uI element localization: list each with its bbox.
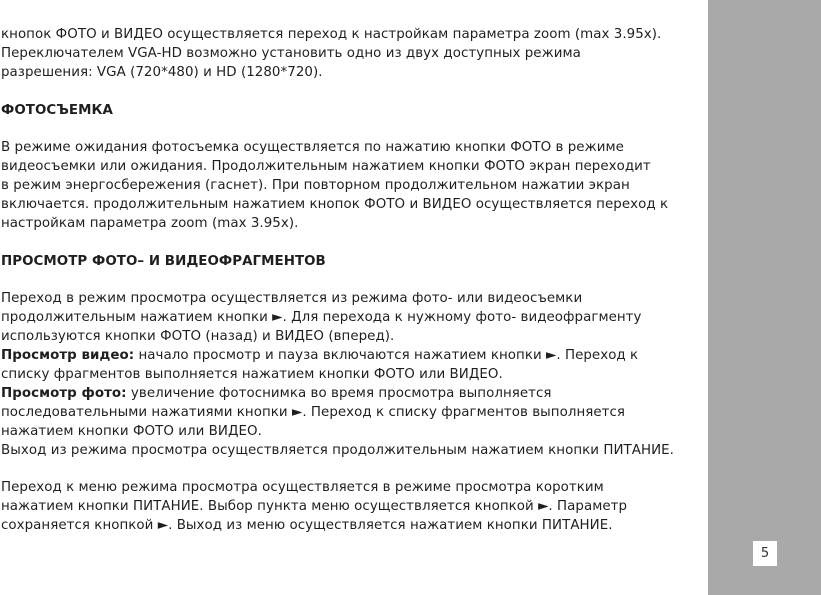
video-view-line [1,347,705,366]
text-line: последовательными нажатиями кнопки ►. Переход к списку фрагментов выполняется [1,404,626,420]
text-line: разрешения: VGA (720*480) и HD (1280*720). [1,64,323,80]
photo-view-line [1,385,705,404]
text-line: Выход из режима просмотра осуществляется продолжительным нажатием кнопки ПИТАНИЕ. [1,442,674,458]
text-line: кнопок ФОТО и ВИДЕО осуществляется переход к настройкам параметра zoom (max 3.95x). [1,27,662,42]
text-line: нажатием кнопки ПИТАНИЕ. Выбор пункта меню осуществляется кнопкой ►. Параметр [1,499,628,515]
text-line: используются кнопки ФОТО (назад) и ВИДЕО (вперед). [1,329,395,345]
text-line: Переход к меню режима просмотра осуществляется в режиме просмотра коротким [1,480,604,496]
text-line: в режим энергосбережения (гаснет). При повторном продолжительном нажатии экран [1,178,630,194]
text-line: списку фрагментов выполняется нажатием кнопки ФОТО или ВИДЕО. [1,367,503,383]
text-line: В режиме ожидания фотосъемка осуществляется по нажатию кнопки ФОТО в режиме [1,140,624,156]
text-line: продолжительным нажатием кнопки ►. Для перехода к нужному фото- видеофрагменту [1,310,642,326]
video-view-label: Просмотр видео: [1,348,135,364]
side-margin-bar [708,0,821,595]
text-line: Переключателем VGA-HD возможно установить одно из двух доступных режима [1,45,581,61]
video-view-text: начало просмотр и пауза включаются нажатием кнопки ►. Переход к [134,348,639,364]
section-heading-photo: ФОТОСЪЕМКА [1,102,113,118]
text-line: сохраняется кнопкой ►. Выход из меню осуществляется нажатием кнопки ПИТАНИЕ. [1,518,613,534]
text-line: включается. продолжительным нажатием кнопок ФОТО и ВИДЕО осуществляется переход к [1,197,669,213]
text-line: нажатием кнопки ФОТО или ВИДЕО. [1,423,262,439]
photo-view-label: Просмотр фото: [1,385,127,401]
text-line: настройкам параметра zoom (max 3.95x). [1,215,299,231]
text-line: Переход в режим просмотра осуществляется из режима фото- или видеосъемки [1,291,583,307]
section-heading-view: ПРОСМОТР ФОТО– И ВИДЕОФРАГМЕНТОВ [1,253,326,269]
page-body [1,26,705,536]
text-line: видеосъемки или ожидания. Продолжительным нажатием кнопки ФОТО экран переходит [1,159,651,175]
page-number: 5 [753,541,777,566]
photo-view-text: увеличение фотоснимка во время просмотра выполняется [126,385,552,401]
